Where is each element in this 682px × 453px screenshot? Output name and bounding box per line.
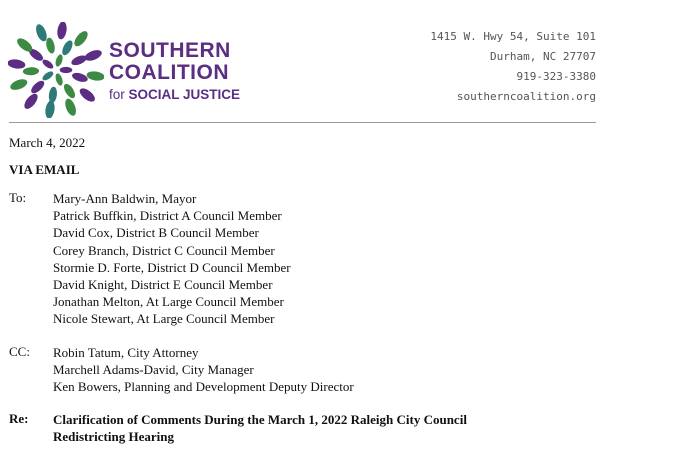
delivery-method: VIA EMAIL (9, 162, 80, 177)
logo-leaf (54, 73, 64, 87)
cc-recipient: Ken Bowers, Planning and Development Deputy Director (53, 379, 354, 395)
logo-leaf (41, 70, 55, 82)
org-name-line3 (109, 86, 240, 104)
org-name-line1: SOUTHERN (109, 39, 231, 62)
recipient: Nicole Stewart, At Large Council Member (53, 311, 275, 327)
letter-date: March 4, 2022 (9, 135, 86, 150)
organization-name (109, 40, 240, 104)
logo-leaf (48, 86, 58, 103)
org-address-block (430, 27, 596, 107)
logo-leaf (70, 53, 88, 67)
logo-leaf (29, 79, 46, 96)
logo-leaf (63, 97, 78, 117)
logo-leaf (44, 100, 56, 118)
recipient: Corey Branch, District C Council Member (53, 242, 275, 258)
address-street: 1415 W. Hwy 54, Suite 101 (430, 30, 596, 43)
cc-recipient: Marchell Adams-David, City Manager (53, 362, 254, 378)
recipient: David Knight, District E Council Member (53, 277, 273, 293)
re-subject-line: Clarification of Comments During the March 1, 2022 Raleigh City Council (53, 412, 467, 427)
logo-leaf (60, 39, 75, 57)
cc-recipient: Robin Tatum, City Attorney (53, 345, 199, 360)
logo-leaf (45, 37, 56, 55)
recipient: Patrick Buffkin, District A Council Member (53, 208, 282, 224)
logo-leaf (71, 71, 89, 83)
recipient: Mary-Ann Baldwin, Mayor (53, 191, 197, 206)
logo-leaf (72, 29, 90, 49)
address-city: Durham, NC 27707 (490, 50, 596, 63)
to-recipients (53, 190, 291, 328)
recipient: Stormie D. Forte, District D Council Member (53, 259, 291, 275)
cc-recipients (53, 344, 354, 396)
logo-leaf (77, 86, 97, 104)
logo-leaf (83, 48, 103, 63)
logo-leaf (23, 67, 40, 76)
logo-leaf (8, 58, 26, 70)
logo-leaf (34, 23, 49, 43)
address-phone: 919-323-3380 (516, 70, 596, 83)
logo-leaf (41, 58, 55, 70)
logo-leaf (22, 91, 40, 111)
header-divider (9, 122, 596, 123)
to-label: To: (9, 190, 27, 205)
logo-leaf (54, 54, 64, 68)
logo-leaf (86, 70, 104, 82)
org-name-line2: COALITION (109, 61, 229, 84)
re-subject-line: Redistricting Hearing (53, 429, 174, 444)
re-subject (53, 411, 467, 445)
logo-leaf (56, 22, 68, 40)
re-label: Re: (9, 411, 29, 426)
organization-logo (8, 22, 104, 118)
logo-leaf (60, 67, 73, 73)
org-name-social-justice: SOCIAL JUSTICE (128, 87, 241, 102)
cc-label: CC: (9, 344, 30, 359)
recipient: David Cox, District B Council Member (53, 225, 259, 241)
recipient: Jonathan Melton, At Large Council Member (53, 294, 284, 310)
org-name-for: for (109, 87, 125, 102)
logo-leaf (62, 82, 78, 100)
logo-leaf (9, 77, 29, 92)
address-website: southerncoalition.org (456, 90, 596, 103)
